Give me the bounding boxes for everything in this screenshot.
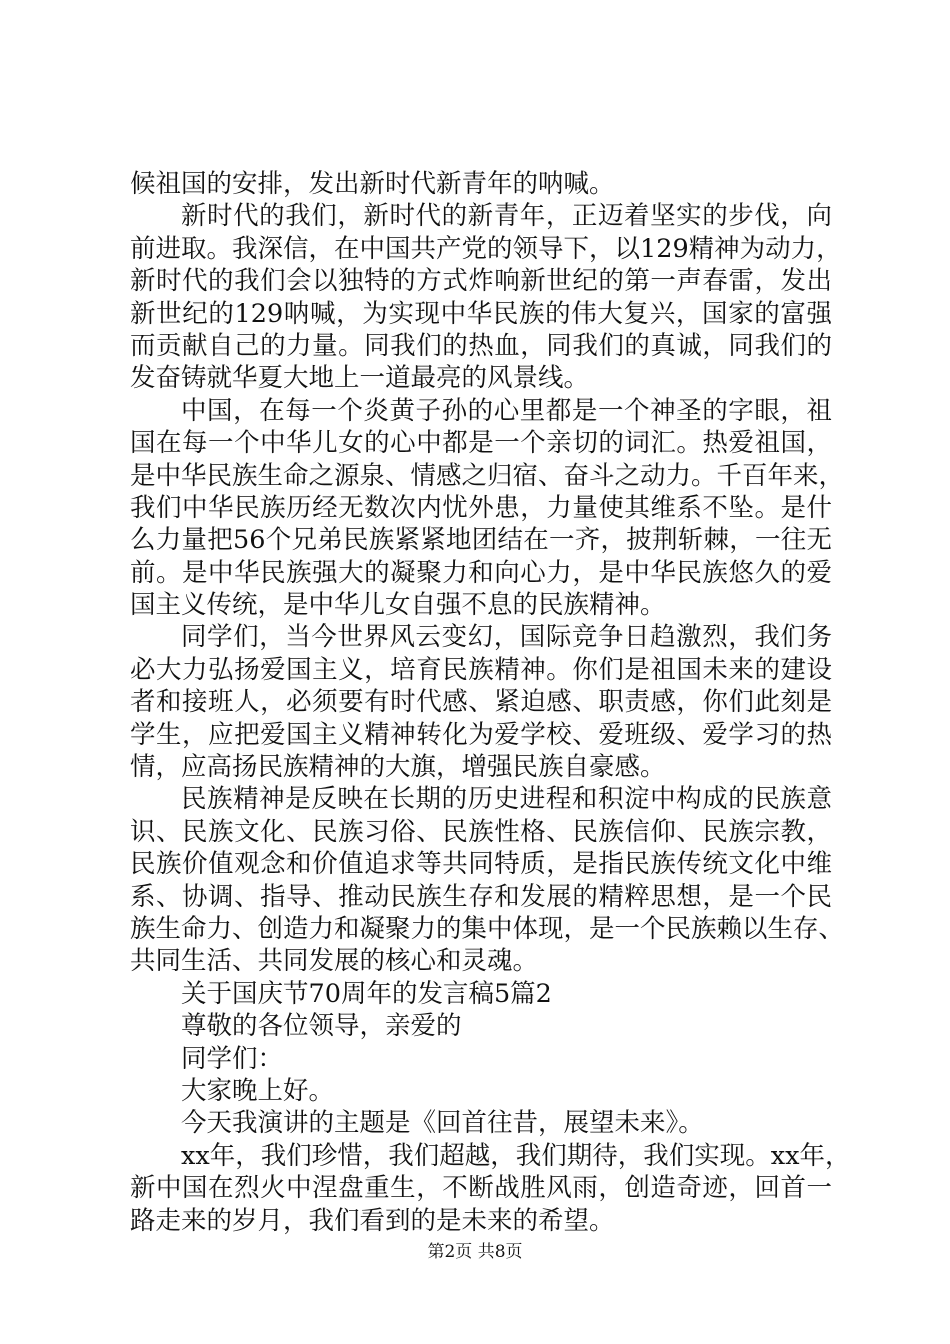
- text-line: 前。是中华民族强大的凝聚力和向心力，是中华民族悠久的爱: [130, 557, 832, 588]
- text-line: 中国，在每一个炎黄子孙的心里都是一个神圣的字眼，祖: [181, 395, 832, 426]
- text-line: 民族价值观念和价值追求等共同特质，是指民族传统文化中维: [130, 849, 832, 880]
- paragraph: [130, 1043, 832, 1075]
- paragraph: [130, 978, 832, 1010]
- text-line: 者和接班人，必须要有时代感、紧迫感、职责感，你们此刻是: [130, 687, 832, 718]
- text-line: 发奋铸就华夏大地上一道最亮的风景线。: [130, 363, 590, 394]
- text-line: 民族精神是反映在长期的历史进程和积淀中构成的民族意: [181, 784, 832, 815]
- paragraph: [130, 783, 845, 977]
- text-line: 国在每一个中华儿女的心中都是一个亲切的词汇。热爱祖国，: [130, 428, 832, 459]
- document-body: [130, 168, 851, 1237]
- text-line: 情，应高扬民族精神的大旗，增强民族自豪感。: [130, 752, 666, 783]
- text-line: 新时代的我们，新时代的新青年，正迈着坚实的步伐，向: [181, 201, 832, 232]
- page-number-label: 第2页 共8页: [427, 1242, 523, 1262]
- text-line: 新时代的我们会以独特的方式炸响新世纪的第一声春雷，发出: [130, 266, 832, 297]
- text-line: 我们中华民族历经无数次内忧外患，力量使其维系不坠。是什: [130, 492, 832, 523]
- paragraph: [130, 1075, 832, 1107]
- text-line: 识、民族文化、民族习俗、民族性格、民族信仰、民族宗教，: [130, 816, 832, 847]
- text-line: xx年，我们珍惜，我们超越，我们期待，我们实现。xx年，: [181, 1140, 851, 1171]
- text-line: 候祖国的安排，发出新时代新青年的呐喊。: [130, 169, 615, 199]
- text-line: 新世纪的129呐喊，为实现中华民族的伟大复兴，国家的富强: [130, 298, 832, 329]
- text-line: 尊敬的各位领导，亲爱的: [181, 1011, 462, 1042]
- text-line: 国主义传统，是中华儿女自强不息的民族精神。: [130, 590, 666, 621]
- text-line: 学生，应把爱国主义精神转化为爱学校、爱班级、爱学习的热: [130, 719, 832, 750]
- paragraph: [130, 1140, 851, 1237]
- paragraph: [130, 621, 832, 783]
- text-line: 同学们，当今世界风云变幻，国际竞争日趋激烈，我们务: [181, 622, 832, 653]
- text-line: 是中华民族生命之源泉、情感之归宿、奋斗之动力。千百年来，: [130, 460, 845, 491]
- text-line: 大家晚上好。: [181, 1075, 335, 1106]
- text-line: 今天我演讲的主题是《回首往昔，展望未来》。: [181, 1108, 704, 1139]
- text-line: 么力量把56个兄弟民族紧紧地团结在一齐，披荆斩棘，一往无: [130, 525, 832, 556]
- text-line: 同学们：: [181, 1043, 284, 1074]
- text-line: 而贡献自己的力量。同我们的热血，同我们的真诚，同我们的: [130, 330, 832, 361]
- paragraph: [130, 168, 832, 200]
- paragraph: [130, 1010, 832, 1042]
- paragraph: [130, 200, 842, 394]
- text-line: 族生命力、创造力和凝聚力的集中体现，是一个民族赖以生存、: [130, 913, 845, 944]
- text-line: 新中国在烈火中涅盘重生，不断战胜风雨，创造奇迹，回首一: [130, 1173, 832, 1204]
- text-line: 关于国庆节70周年的发言稿5篇2: [181, 978, 552, 1009]
- text-line: 共同生活、共同发展的核心和灵魂。: [130, 946, 539, 977]
- text-line: 路走来的岁月，我们看到的是未来的希望。: [130, 1205, 615, 1236]
- text-line: 前进取。我深信，在中国共产党的领导下，以129精神为动力，: [130, 233, 842, 264]
- text-line: 必大力弘扬爱国主义，培育民族精神。你们是祖国未来的建设: [130, 654, 832, 685]
- paragraph: [130, 1107, 832, 1139]
- paragraph: [130, 395, 845, 622]
- page-footer: [0, 1242, 950, 1262]
- text-line: 系、协调、指导、推动民族生存和发展的精粹思想，是一个民: [130, 881, 832, 912]
